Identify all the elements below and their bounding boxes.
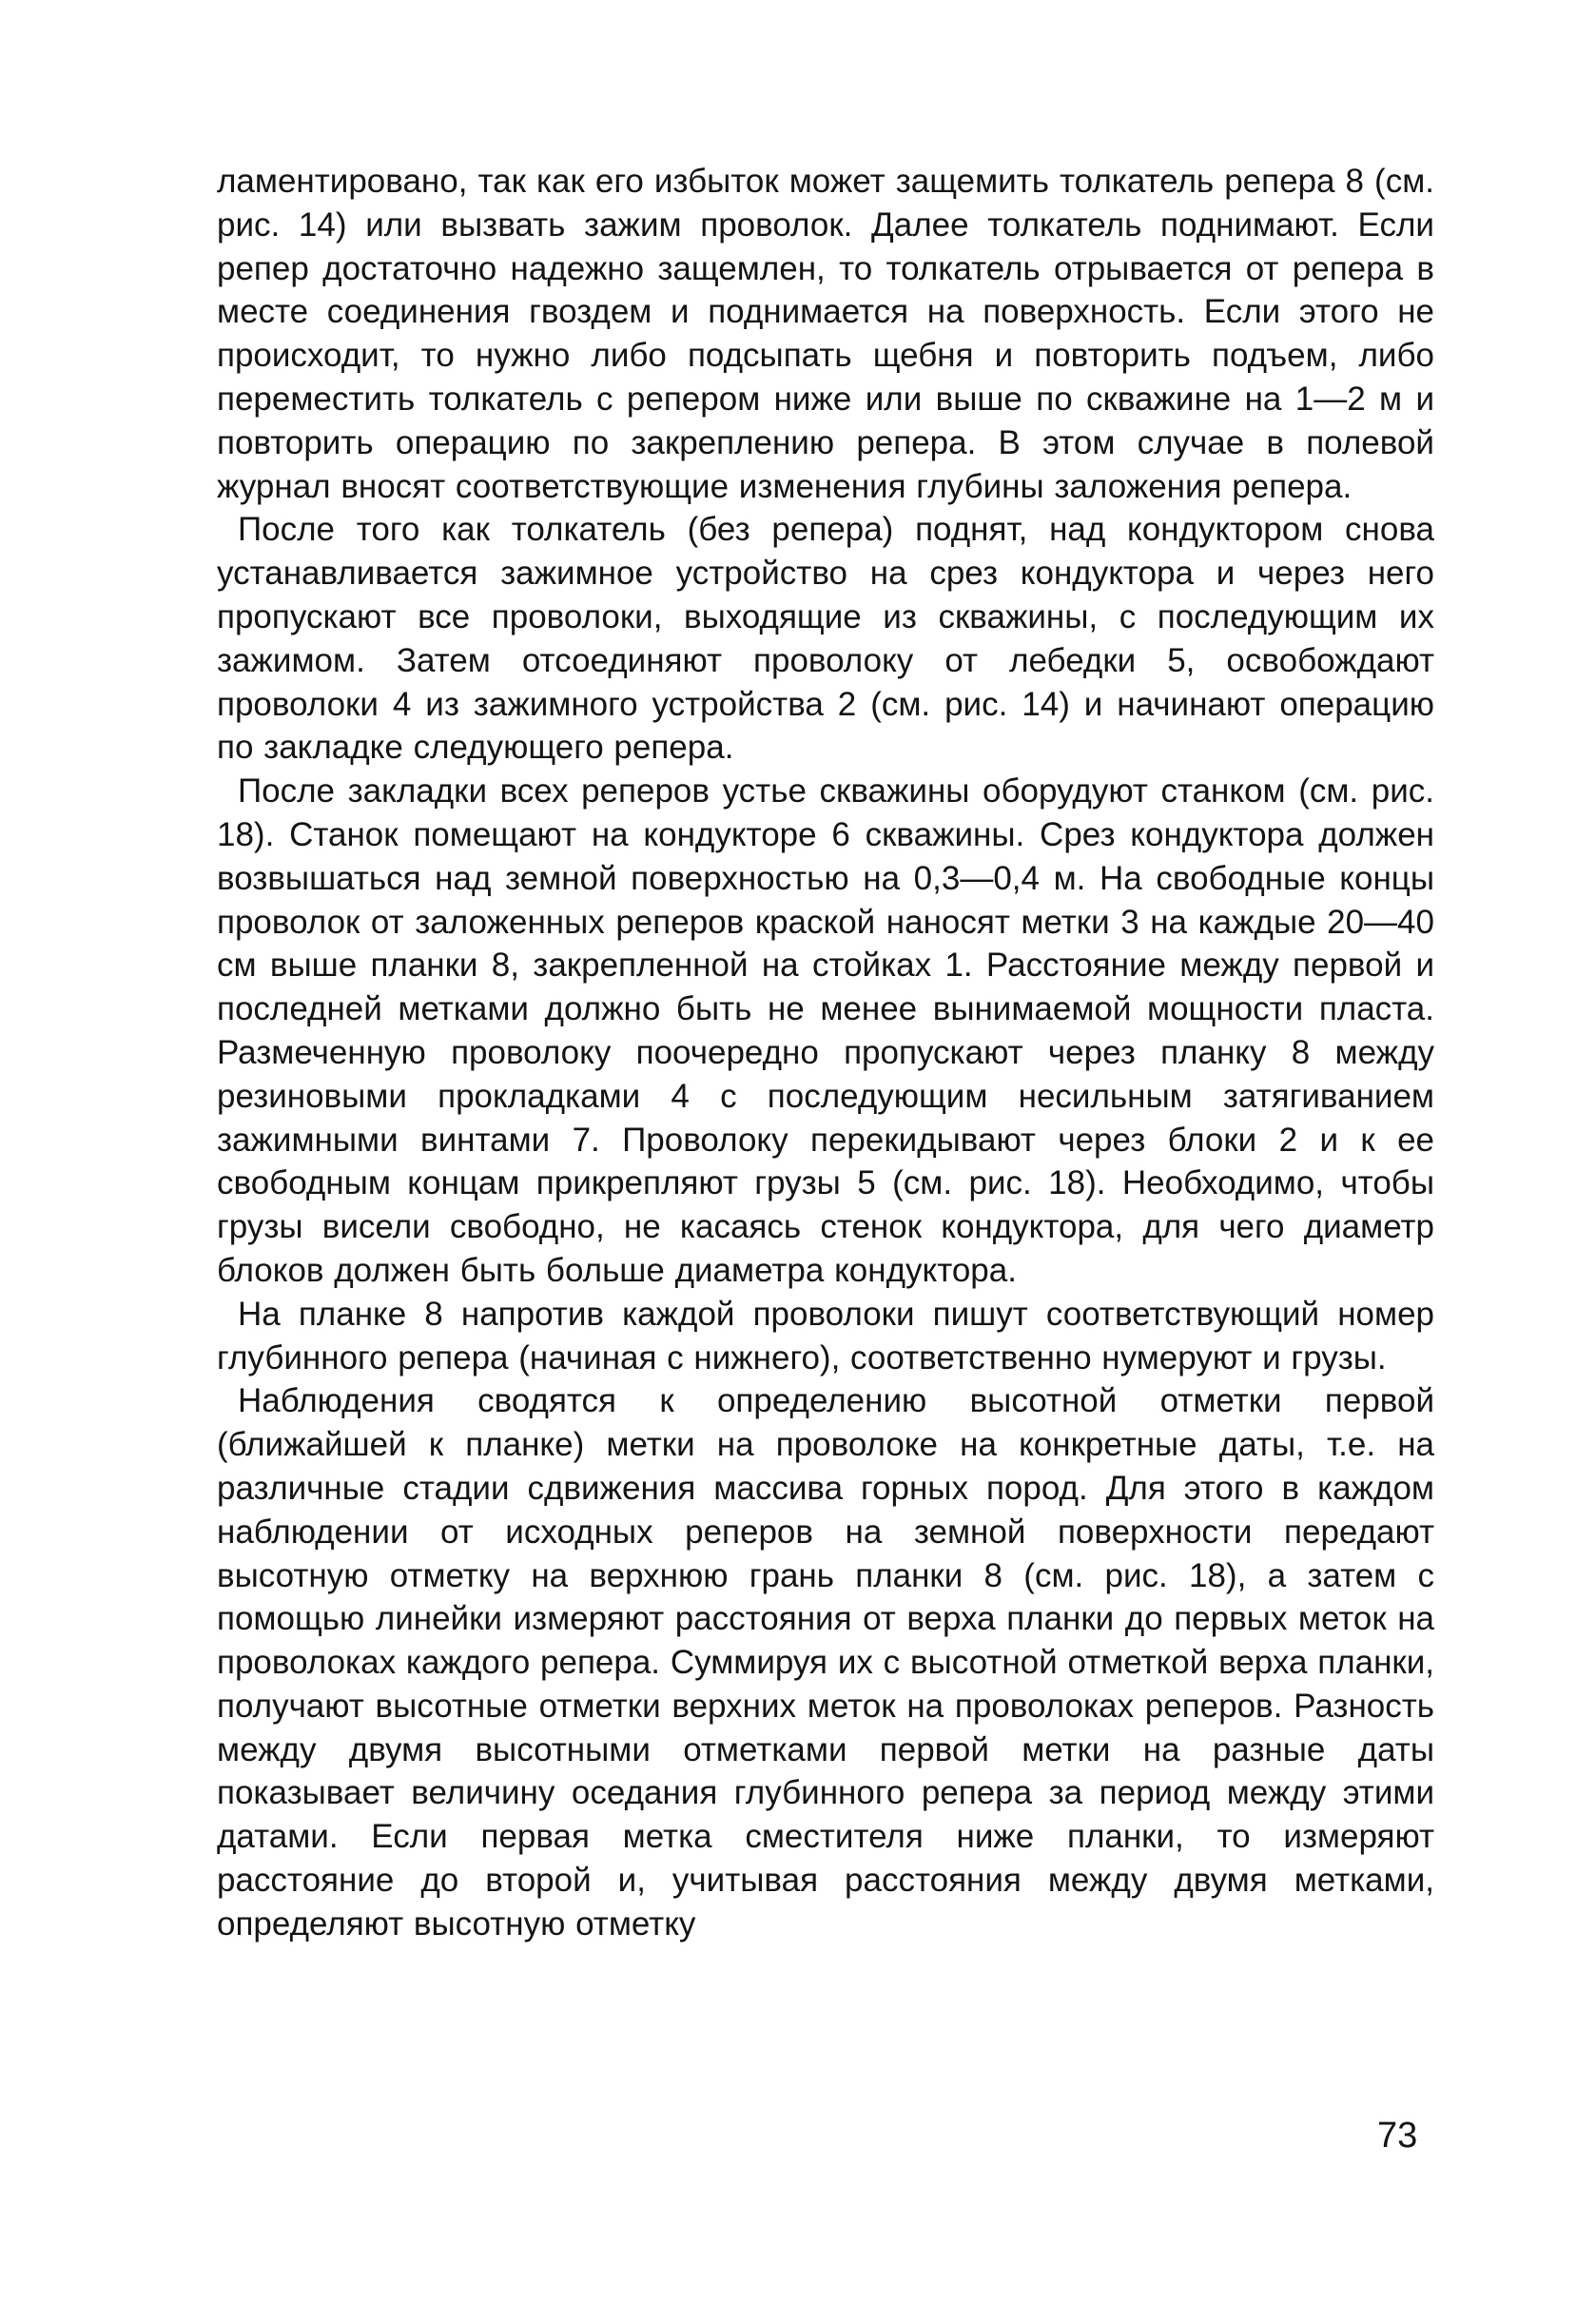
page-body <box>217 160 1434 1946</box>
paragraph-2: После того как толкатель (без репера) поднят, над кондуктором снова устанавливается зажимное устройство на срез кондуктора и через него пропускают все проволоки, выходящие из скважины, с последующим их зажимом. Затем отсоединяют проволоку от лебедки 5, освобождают проволоки 4 из зажимного устройства 2 (см. рис. 14) и начинают операцию по закладке следующего репера. <box>217 511 1434 767</box>
page-number: 73 <box>1377 2116 1418 2156</box>
paragraph-5: Наблюдения сводятся к определению высотной отметки первой (ближайшей к планке) метки на проволоке на конкретные даты, т.е. на различные стадии сдвижения массива горных пород. Для этого в каждом наблюдении от исходных реперов на земной поверхности передают высотную отметку на верхнюю грань планки 8 (см. рис. 18), а затем с помощью линейки измеряют расстояния от верха планки до первых меток на проволоках каждого репера. Суммируя их с высотной отметкой верха планки, получают высотные отметки верхних меток на проволоках реперов. Разность между двумя высотными отметками первой метки на разные даты показывает величину оседания глубинного репера за период между этими датами. Если первая метка сместителя ниже планки, то измеряют расстояние до второй и, учитывая расстояния между двумя метками, определяют высотную отметку <box>217 1382 1434 1943</box>
paragraph-1: ламентировано, так как его избыток может защемить толкатель репера 8 (см. рис. 14) или вызвать зажим проволок. Далее толкатель поднимают. Если репер достаточно надежно защемлен, то толкатель отрывается от репера в месте соединения гвоздем и поднимается на поверхность. Если этого не происходит, то нужно либо подсыпать щебня и повторить подъем, либо переместить толкатель с репером ниже или выше по скважине на 1—2 м и повторить операцию по закреплению репера. В этом случае в полевой журнал вносят соответствующие изменения глубины заложения репера. <box>217 163 1434 505</box>
paragraph-4: На планке 8 напротив каждой проволоки пишут соответствующий номер глубинного репера (начиная с нижнего), соответственно нумеруют и грузы. <box>217 1295 1434 1377</box>
paragraph-3: После закладки всех реперов устье скважины оборудуют станком (см. рис. 18). Станок помещают на кондукторе 6 скважины. Срез кондуктора должен возвышаться над земной поверхностью на 0,3—0,4 м. На свободные концы проволок от заложенных реперов краской наносят метки 3 на каждые 20—40 см выше планки 8, закрепленной на стойках 1. Расстояние между первой и последней метками должно быть не менее вынимаемой мощности пласта. Размеченную проволоку поочередно пропускают через планку 8 между резиновыми прокладками 4 с последующим несильным затягиванием зажимными винтами 7. Проволоку перекидывают через блоки 2 и к ее свободным концам прикрепляют грузы 5 (см. рис. 18). Необходимо, чтобы грузы висели свободно, не касаясь стенок кондуктора, для чего диаметр блоков должен быть больше диаметра кондуктора. <box>217 772 1434 1289</box>
